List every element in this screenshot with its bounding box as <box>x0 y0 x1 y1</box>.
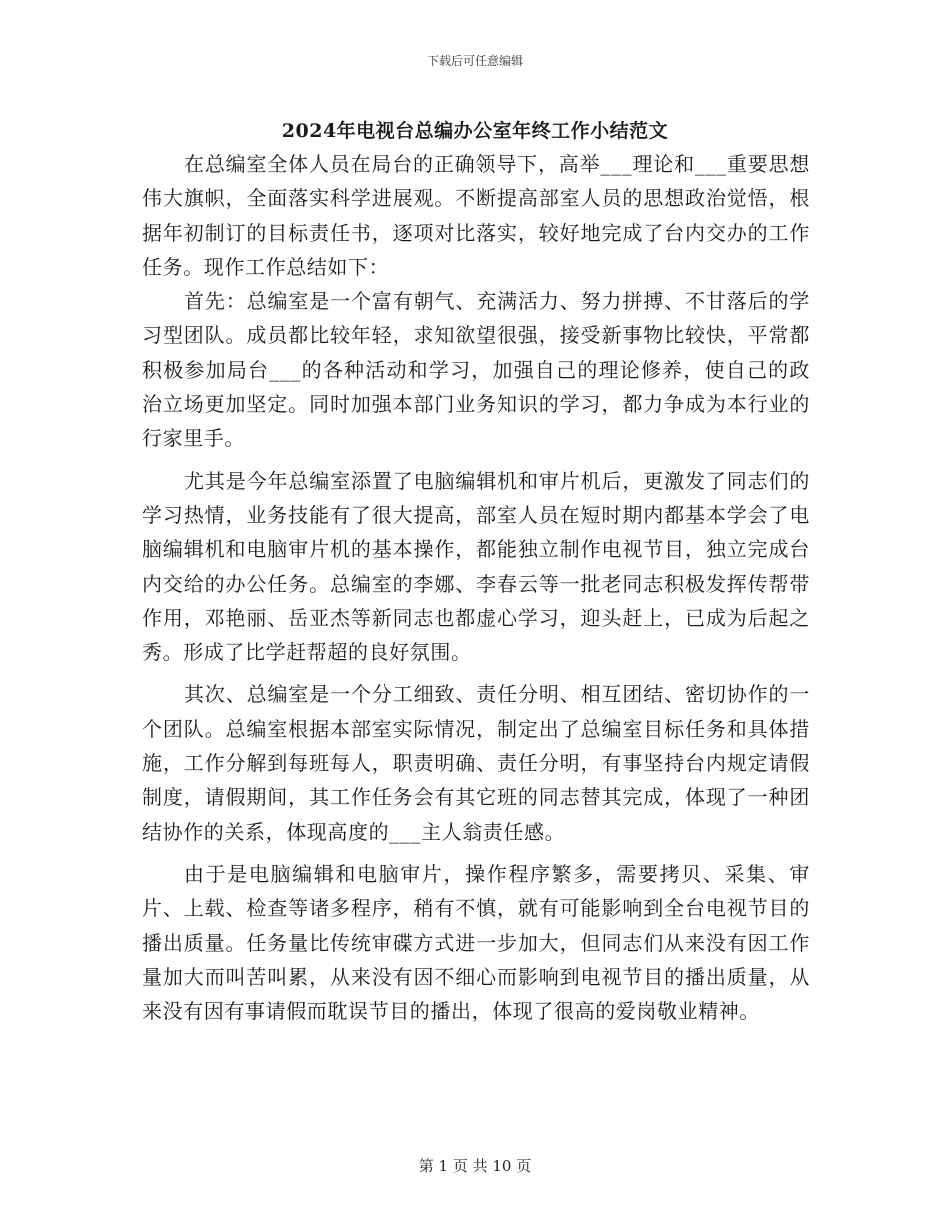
paragraph-first: 首先：总编室是一个富有朝气、充满活力、努力拼搏、不甘落后的学习型团队。成员都比较年轻，求知欲望很强，接受新事物比较快，平常都积极参加局台___的各种活动和学习，加强自己的理论修养，使自己的政治立场更加坚定。同时加强本部门业务知识的学习，都力争成为本行业的行家里手。 <box>142 289 810 451</box>
paragraph-second: 其次、总编室是一个分工细致、责任分明、相互团结、密切协作的一个团队。总编室根据本部室实际情况，制定出了总编室目标任务和具体措施，工作分解到每班每人，职责明确、责任分明，有事坚持台内规定请假制度，请假期间，其工作任务会有其它班的同志替其完成，体现了一种团结协作的关系，体现高度的___主人翁责任感。 <box>142 682 810 844</box>
paragraph-dedication: 由于是电脑编辑和电脑审片，操作程序繁多，需要拷贝、采集、审片、上载、检查等诸多程序，稍有不慎，就有可能影响到全台电视节目的播出质量。任务量比传统审碟方式进一步加大，但同志们从来没有因工作量加大而叫苦叫累，从来没有因不细心而影响到电视节目的播出质量，从来没有因有事请假而耽误节目的播出，体现了很高的爱岗敬业精神。 <box>142 861 810 1024</box>
header-note: 下载后可任意编辑 <box>426 54 523 68</box>
paragraph-especially: 尤其是今年总编室添置了电脑编辑机和审片机后，更激发了同志们的学习热情，业务技能有了很大提高，部室人员在短时期内都基本学会了电脑编辑机和电脑审片机的基本操作，都能独立制作电视节目，独立完成台内交给的办公任务。总编室的李娜、李春云等一批老同志积极发挥传帮带作用，邓艳丽、岳亚杰等新同志也都虚心学习，迎头赶上，已成为后起之秀。形成了比学赶帮超的良好氛围。 <box>142 468 810 665</box>
document-body <box>142 147 810 1028</box>
page-number-footer: 第 1 页 共 10 页 <box>418 1157 532 1175</box>
paragraph-intro: 在总编室全体人员在局台的正确领导下，高举___理论和___重要思想伟大旗帜，全面落实科学进展观。不断提高部室人员的思想政治觉悟，根据年初制订的目标责任书，逐项对比落实，较好地完成了台内交办的工作任务。现作工作总结如下： <box>142 152 810 279</box>
document-title: 2024年电视台总编办公室年终工作小结范文 <box>281 120 669 142</box>
